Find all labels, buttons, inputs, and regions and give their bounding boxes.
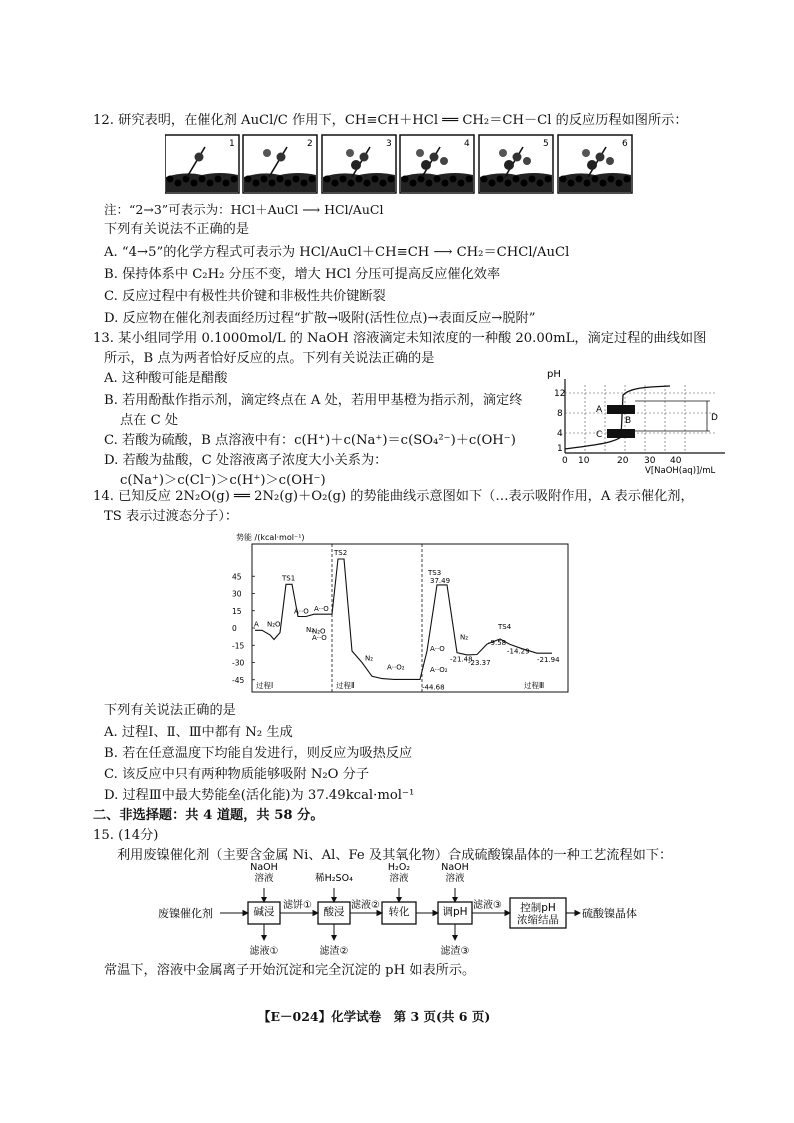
flow-box-2: [318, 902, 350, 924]
flow-waste-2: 滤渣②: [319, 946, 349, 957]
q13-option-b-cont: 点在 C 处: [120, 413, 179, 428]
q14-stem-2: TS 表示过渡态分子）：: [104, 509, 239, 524]
flow-reagent-3: H₂O₂: [387, 862, 411, 873]
flow-arrow-label-3: 滤液③: [473, 900, 502, 911]
pes-ytick: -45: [232, 675, 245, 685]
ytick-4: 4: [557, 429, 563, 439]
pes-label-18: -23.37: [468, 658, 491, 667]
pes-label-15: -9.58: [488, 639, 507, 647]
q13-stem-2: 所示，B 点为两者恰好反应的点。下列有关说法正确的是: [104, 351, 435, 366]
q14-option-b: B. 若在任意温度下均能自发进行，则反应为吸热反应: [104, 746, 413, 761]
pes-label-22: A··O₂: [430, 665, 448, 674]
reaction-frame-3: [322, 135, 396, 193]
q13-option-c: C. 若酸为硫酸，B 点溶液中有：c(H⁺)＋c(Na⁺)＝c(SO₄²⁻)＋c(OH⁻): [104, 433, 516, 448]
pes-label-16: -14.29: [507, 647, 530, 656]
svg-text:浓缩结晶: 浓缩结晶: [517, 914, 559, 926]
point-d-label: D: [711, 413, 718, 423]
q12-option-b: B. 保持体系中 C₂H₂ 分压不变，增大 HCl 分压可提高反应催化效率: [104, 267, 501, 282]
frame-number-4: 4: [464, 139, 470, 149]
frame-number-5: 5: [543, 139, 549, 149]
pes-label-19: -21.94: [537, 656, 560, 665]
pes-label-21: N₂: [460, 633, 469, 642]
pes-ylabel: 势能 /(kcal·mol⁻¹): [236, 533, 305, 542]
pes-label-7: A··O: [294, 607, 309, 616]
pes-label-13: A··O₂: [387, 663, 405, 672]
reaction-frame-2: [243, 135, 317, 193]
q15-after: 常温下，溶液中金属离子开始沉淀和完全沉淀的 pH 如表所示。: [104, 963, 476, 978]
flow-reagent-3: 溶液: [389, 873, 409, 884]
q15-intro: 利用废镍催化剂（主要含金属 Ni、Al、Fe 及其氧化物）合成硫酸镍晶体的一种工艺流程如下：: [117, 848, 673, 863]
reaction-frame-6: [558, 135, 632, 193]
point-a-label: A: [596, 405, 603, 415]
process-1-label: 过程Ⅰ: [256, 681, 274, 690]
pes-ytick: 15: [232, 606, 242, 616]
q12-option-d: D. 反应物在催化剂表面经历过程“扩散→吸附(活性位点)→表面反应→脱附”: [104, 311, 536, 326]
q13-option-b: B. 若用酚酞作指示剂，滴定终点在 A 处，若用甲基橙为指示剂，滴定终: [104, 393, 523, 408]
process-3-label: 过程Ⅲ: [524, 681, 545, 690]
q12-option-c: C. 反应过程中有极性共价键和非极性共价键断裂: [104, 289, 386, 304]
q14-ask: 下列有关说法正确的是: [104, 703, 236, 718]
flow-end: 硫酸镍晶体: [582, 907, 637, 920]
pes-label-8: N₂: [306, 626, 315, 634]
flow-arrow-label-1: 滤饼①: [283, 900, 312, 911]
flow-reagent-1: NaOH: [250, 862, 278, 873]
energy-profile-line: [255, 559, 552, 679]
flow-waste-3: 滤渣③: [440, 946, 470, 957]
flow-reagent-4: NaOH: [441, 862, 469, 873]
q12-stem: 12. 研究表明，在催化剂 AuCl/C 作用下，CH≡CH＋HCl ══ CH₂＝CH－Cl 的反应历程如图所示：: [93, 113, 688, 128]
titration-xlabel: V[NaOH(aq)]/mL: [645, 466, 716, 476]
flow-reagent-1: 溶液: [254, 873, 274, 884]
q12-ask: 下列有关说法不正确的是: [104, 222, 250, 237]
q14-option-a: A. 过程Ⅰ、Ⅱ、Ⅲ中都有 N₂ 生成: [104, 725, 293, 740]
ytick-8: 8: [557, 409, 563, 419]
titration-ylabel: pH: [547, 369, 561, 380]
pes-label-0: TS1: [282, 574, 296, 583]
flow-arrow-label-2: 滤液②: [351, 900, 380, 911]
pes-label-5: A: [254, 620, 259, 629]
pes-ytick: 45: [232, 572, 242, 582]
indicator-range-c: [607, 429, 635, 438]
svg-text:控制pH: 控制pH: [520, 902, 556, 914]
pes-label-11: A··O: [312, 633, 327, 642]
frame-number-1: 1: [229, 139, 235, 149]
titration-curve: [565, 386, 670, 449]
pes-ytick: -15: [232, 641, 245, 651]
xtick-40: 40: [670, 456, 682, 466]
pes-label-9: A··O: [314, 605, 329, 614]
pes-label-17: -21.48: [450, 655, 473, 664]
pes-ytick: -30: [232, 658, 245, 668]
flow-reagent-2: 稀H₂SO₄: [315, 873, 353, 884]
reaction-frame-5: [479, 135, 553, 193]
pes-label-10: N₂O: [312, 627, 326, 636]
pes-label-14: A··O: [430, 645, 445, 653]
point-c-label: C: [596, 430, 603, 440]
flow-start: 废镍催化剂: [158, 907, 213, 920]
flow-box-4: [438, 902, 472, 924]
process-2-label: 过程Ⅱ: [336, 681, 355, 690]
process-flowchart: [150, 862, 690, 962]
xtick-0: 0: [562, 456, 568, 466]
svg-text:碱浸: 碱浸: [253, 906, 275, 918]
pes-label-2: TS3: [428, 568, 442, 577]
page-footer: 【E－024】化学试卷 第 3 页(共 6 页): [258, 1009, 491, 1024]
pes-label-1: TS2: [334, 549, 348, 557]
q13-stem-1: 13. 某小组同学用 0.1000mol/L 的 NaOH 溶液滴定未知浓度的一种酸 20.00mL，滴定过程的曲线如图: [93, 331, 707, 346]
ytick-12: 12: [554, 389, 566, 399]
q14-option-c: C. 该反应中只有两种物质能够吸附 N₂O 分子: [104, 767, 370, 782]
flow-box-3: [382, 902, 416, 924]
q14-stem-1: 14. 已知反应 2N₂O(g) ══ 2N₂(g)＋O₂(g) 的势能曲线示意图如下（…表示吸附作用，A 表示催化剂，: [93, 489, 694, 504]
pes-ytick: 30: [232, 589, 242, 599]
q13-option-a: A. 这种酸可能是醋酸: [104, 371, 228, 386]
reaction-frame-1: [165, 135, 239, 193]
xtick-10: 10: [578, 456, 590, 466]
frame-number-3: 3: [386, 139, 392, 149]
q13-option-d: D. 若酸为盐酸，C 处溶液离子浓度大小关系为：: [104, 453, 388, 468]
flow-reagent-4: 溶液: [445, 873, 465, 884]
pes-label-4: TS4: [498, 623, 512, 631]
titration-chart: [545, 365, 735, 477]
svg-text:转化: 转化: [388, 906, 410, 918]
pes-label-12: N₂: [365, 654, 374, 663]
xtick-20: 20: [617, 456, 629, 466]
pes-ytick: 0: [232, 624, 237, 633]
section-heading: 二、非选择题：共 4 道题，共 58 分。: [93, 808, 324, 823]
potential-energy-chart: [222, 528, 574, 698]
pes-label-6: N₂O: [267, 620, 281, 629]
flow-box-5: [510, 898, 566, 928]
reaction-frame-4: [400, 135, 474, 193]
frame-number-6: 6: [622, 139, 628, 149]
q13-option-d-cont: c(Na⁺)＞c(Cl⁻)＞c(H⁺)＞c(OH⁻): [120, 473, 326, 488]
q14-option-d: D. 过程Ⅲ中最大势能垒(活化能)为 37.49kcal·mol⁻¹: [104, 788, 415, 803]
indicator-range-a: [607, 405, 635, 414]
pes-label-3: 37.49: [430, 576, 451, 585]
reaction-frames: [165, 133, 635, 196]
point-b-label: B: [625, 416, 632, 426]
frame-number-2: 2: [307, 139, 313, 149]
flow-waste-1: 滤液①: [249, 946, 279, 957]
ytick-1: 1: [557, 444, 563, 454]
flow-box-1: [248, 902, 280, 924]
svg-text:调pH: 调pH: [442, 906, 468, 918]
q15-head: 15. (14分): [93, 828, 159, 843]
q12-note: 注：“2→3”可表示为：HCl＋AuCl ⟶ HCl/AuCl: [104, 202, 384, 217]
xtick-30: 30: [644, 456, 656, 466]
q12-option-a: A. “4→5”的化学方程式可表示为 HCl/AuCl＋CH≡CH ⟶ CH₂＝CHCl/AuCl: [104, 245, 570, 260]
pes-label-20: -44.68: [422, 683, 445, 692]
svg-text:酸浸: 酸浸: [323, 906, 345, 918]
